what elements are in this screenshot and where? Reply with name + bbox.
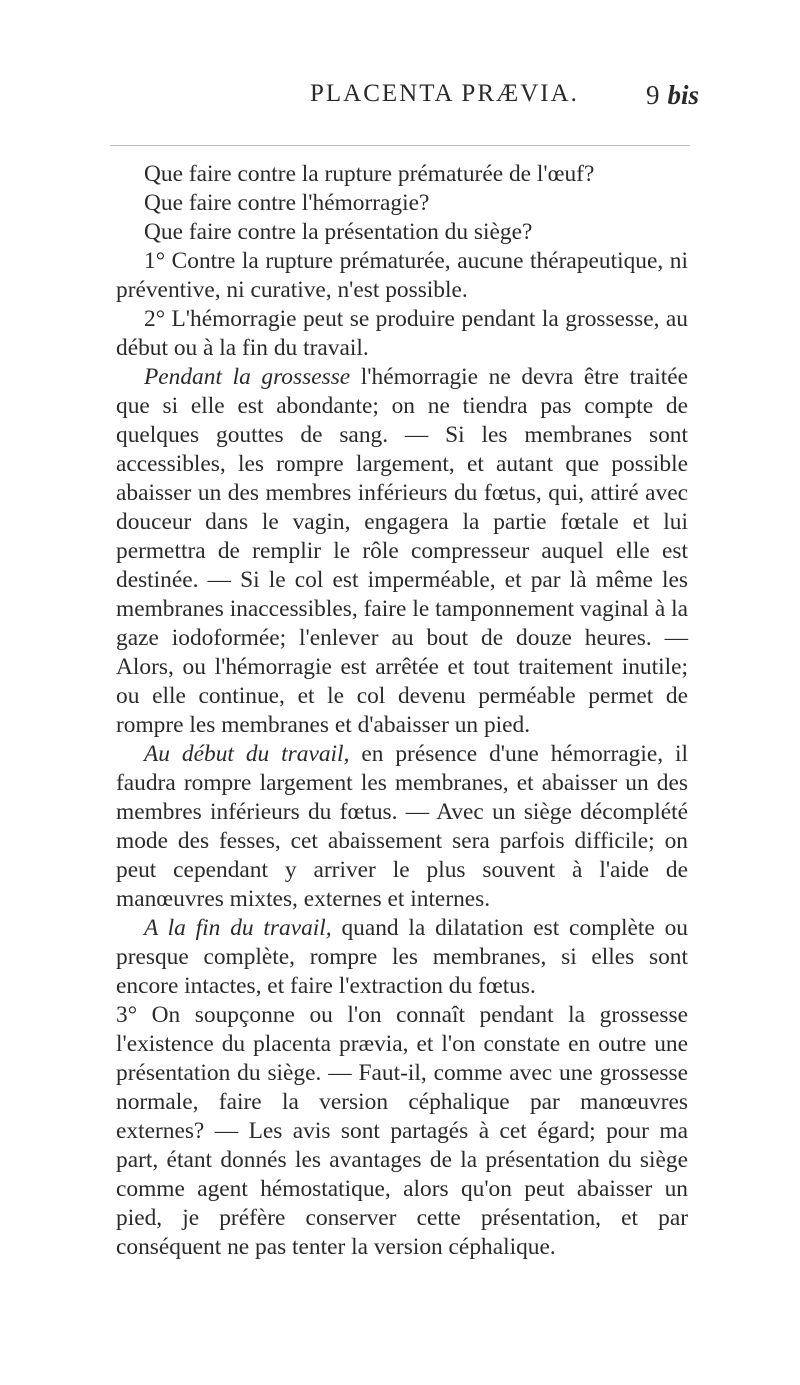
paragraph-labor-start-body: en présence d'une hémorragie, il faudra rompre largement les membranes, et abaisser un des membres inférieurs du fœtus. — Avec un siège décomplété mode des fesses, cet abaissement sera parfois difficile; on peut cependant y arriver le plus souvent à l'aide de manœuvres mixtes, externes et internes.	[116, 741, 689, 912]
question-2: Que faire contre l'hémorragie?	[144, 190, 430, 216]
paragraph-labor-start-lead: Au début du travail,	[144, 741, 350, 767]
top-rule	[110, 145, 690, 146]
paragraph-pregnancy	[116, 363, 688, 740]
paragraph-hemorrhage: 2° L'hémorragie peut se produire pendant la grossesse, au début ou à la fin du travail.	[116, 306, 688, 361]
page-header	[0, 80, 800, 120]
question-1: Que faire contre la rupture prématurée de l'œuf?	[144, 161, 595, 187]
page-number-suffix: bis	[667, 80, 700, 110]
question-3: Que faire contre la présentation du siège?	[144, 219, 533, 245]
paragraph-labor-end-lead: A la fin du travail,	[144, 915, 332, 941]
page-number-digit: 9	[646, 80, 660, 110]
paragraph-pregnancy-body: l'hémorragie ne devra être traitée que si elle est abondante; on ne tiendra pas compte de quelques gouttes de sang. — Si les membranes sont accessibles, les rompre largement, et autant que possible abaisser un des membres inférieurs du fœtus, qui, attiré avec douceur dans le vagin, engagera la partie fœtale et lui permettra de remplir le rôle compresseur auquel elle est destinée. — Si le col est imperméable, et par là même les membranes inaccessibles, faire le tamponnement vaginal à la gaze iodoformée; l'enlever au bout de douze heures. — Alors, ou l'hémorragie est arrêtée et tout traitement inutile; ou elle continue, et le col devenu perméable permet de rompre les membranes et d'abaisser un pied.	[116, 364, 688, 738]
paragraph-rupture: 1° Contre la rupture prématurée, aucune thérapeutique, ni préventive, ni curative, n'est possible.	[116, 248, 688, 303]
page-body	[116, 160, 688, 1262]
paragraph-breech: 3° On soupçonne ou l'on connaît pendant la grossesse l'existence du placenta prævia, et l'on constate en outre une présentation du siège. — Faut-il, comme avec une grossesse normale, faire la version céphalique par manœuvres externes? — Les avis sont partagés à cet égard; pour ma part, étant donnés les avantages de la présentation du siège comme agent hémostatique, alors qu'on peut abaisser un pied, je préfère conserver cette présentation, et par conséquent ne pas tenter la version céphalique.	[116, 1002, 688, 1260]
page-number	[646, 80, 699, 111]
running-title: PLACENTA PRÆVIA.	[310, 80, 579, 107]
paragraph-labor-start	[116, 740, 688, 914]
paragraph-labor-end-body: quand la dilatation est complète ou presque complète, rompre les membranes, si elles sont encore intactes, et faire l'extraction du fœtus.	[116, 915, 688, 999]
paragraph-pregnancy-lead: Pendant la grossesse	[144, 364, 351, 390]
paragraph-labor-end	[116, 914, 688, 1001]
